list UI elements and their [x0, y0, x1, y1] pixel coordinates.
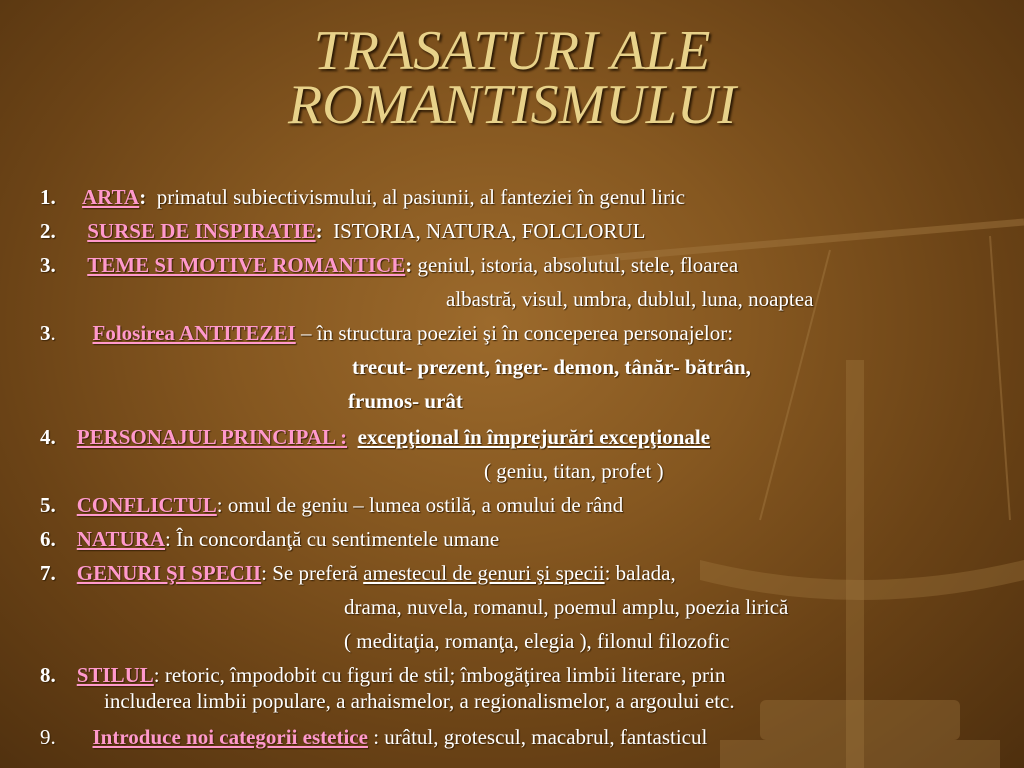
item-keyword: Folosirea ANTITEZEI: [92, 321, 296, 345]
item-keyword: TEME SI MOTIVE ROMANTICE: [87, 253, 406, 277]
item-number: 4.: [40, 425, 56, 449]
item-number: 2.: [40, 219, 56, 243]
item-text: primatul subiectivismului, al pasiunii, al fanteziei în genul liric: [156, 185, 686, 209]
title-line-1: TRASATURI ALE: [313, 20, 711, 82]
item-keyword: Introduce noi categorii estetice: [92, 725, 368, 749]
item-text: excepţional în împrejurări excepţionale: [357, 425, 711, 449]
list-item-8-continuation: includerea limbii populare, a arhaismelor, a regionalismelor, a argoului etc.: [104, 689, 735, 713]
item-text-underlined: amestecul de genuri şi specii: [363, 561, 605, 585]
item-text: : omul de geniu – lumea ostilă, a omului de rând: [216, 493, 624, 517]
title-line-2: ROMANTISMULUI: [288, 74, 736, 136]
item-keyword: PERSONAJUL PRINCIPAL: [76, 425, 341, 449]
list-item-7-continuation-2: ( meditaţia, romanţa, elegia ), filonul filozofic: [344, 629, 730, 653]
list-item-7-continuation-1: drama, nuvela, romanul, poemul amplu, poezia lirică: [344, 595, 789, 619]
item-separator: :: [340, 425, 348, 449]
item-number: 6.: [40, 527, 56, 551]
item-number: 5.: [40, 493, 56, 517]
item-text: : Se preferă: [261, 561, 364, 585]
item-keyword: CONFLICTUL: [76, 493, 217, 517]
item-text: ISTORIA, NATURA, FOLCLORUL: [333, 219, 646, 243]
item-keyword: NATURA: [76, 527, 166, 551]
list-item-5: [40, 492, 623, 518]
item-number: 8.: [40, 663, 56, 687]
item-keyword: GENURI ŞI SPECII: [76, 561, 262, 585]
list-item-antiteza-continuation-2: frumos- urât: [348, 389, 463, 413]
item-text: : urâtul, grotescul, macabrul, fantasticul: [367, 725, 708, 749]
list-item-6: [40, 526, 499, 552]
item-number: 7.: [40, 561, 56, 585]
list-item-antiteza-continuation-1: trecut- prezent, înger- demon, tânăr- bătrân,: [352, 355, 751, 379]
item-separator: :: [405, 253, 413, 277]
item-number: 1.: [40, 185, 56, 209]
item-text: : În concordanţă cu sentimentele umane: [165, 527, 500, 551]
list-item-3-continuation: albastră, visul, umbra, dublul, luna, noaptea: [446, 287, 814, 311]
list-item-4: [40, 424, 710, 450]
item-separator: :: [139, 185, 147, 209]
list-item-1: [40, 184, 685, 210]
item-keyword: STILUL: [76, 663, 154, 687]
item-text-end: : balada,: [604, 561, 676, 585]
list-item-4-continuation: ( geniu, titan, profet ): [484, 459, 664, 483]
list-item-8: [40, 662, 725, 688]
item-keyword: ARTA: [82, 185, 140, 209]
list-item-3: [40, 252, 738, 278]
item-number: 3.: [40, 253, 56, 277]
item-separator: :: [315, 219, 323, 243]
item-text: – în structura poeziei şi în conceperea personajelor:: [300, 321, 734, 345]
list-item-2: [40, 218, 645, 244]
item-number: 9.: [40, 725, 56, 749]
item-number-dot: .: [50, 321, 56, 345]
item-number: 3: [40, 321, 51, 345]
item-text: geniul, istoria, absolutul, stele, floarea: [417, 253, 739, 277]
item-text: : retoric, împodobit cu figuri de stil; îmbogăţirea limbii literare, prin: [153, 663, 726, 687]
item-keyword: SURSE DE INSPIRATIE: [87, 219, 316, 243]
list-item-7: [40, 560, 676, 586]
list-item-9: [40, 724, 707, 750]
list-item-antiteza: [40, 320, 733, 346]
